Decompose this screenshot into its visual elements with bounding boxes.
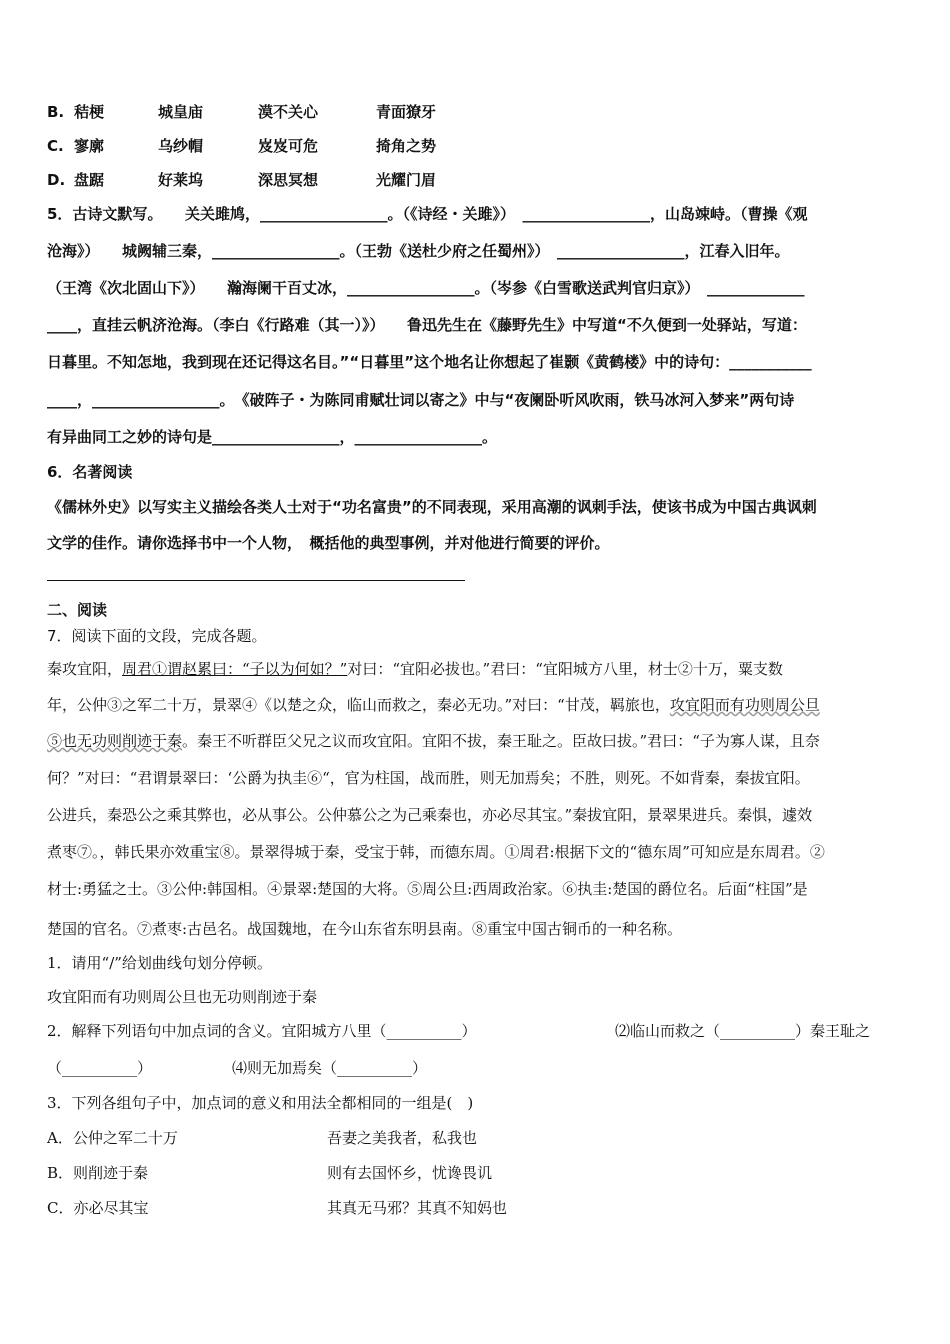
q6-line: 《儒林外史》以写实主义描绘各类人士对于“功名富贵”的不同表现，采用高潮的讽刺手法，使该书成为中国古典讽刺 (47, 498, 817, 516)
sub-question-2-part: （__________） (47, 1059, 153, 1077)
sub-question-1: 1．请用“/”给划曲线句划分停顿。 (47, 954, 272, 972)
sub-question-2-cont (47, 1058, 428, 1078)
option-word: 漠不关心 (258, 103, 319, 121)
option-word: 盘踞 (74, 171, 105, 189)
sub-question-3: 3．下列各组句子中，加点词的意义和用法全都相同的一组是( ) (47, 1094, 474, 1112)
passage-text: 秦攻宜阳， (47, 660, 123, 678)
option-word: 深思冥想 (258, 171, 319, 189)
sub-question-2 (47, 1021, 871, 1041)
option-word: 好莱坞 (158, 171, 204, 189)
passage-line: 煮枣⑦。，韩氏果亦效重宝⑧。景翠得城于秦，受宝于韩，而德东周。①周君:根据下文的“德东周”可知应是东周君。② (47, 843, 825, 861)
answer-line (47, 580, 465, 581)
underlined-sentence: 周君①谓赵累曰：“子以为何如？” (122, 660, 348, 678)
choice-a (47, 1128, 478, 1148)
q5-line: ____，直挂云帆济沧海。（李白《行路难（其一）》） 鲁迅先生在《藤野先生》中写道“不久便到一处驿站，写道： (47, 316, 807, 334)
option-label: C. (47, 137, 64, 155)
choice-compare: 吾妻之美我者，私我也 (327, 1129, 478, 1147)
q6-title: 6．名著阅读 (47, 463, 133, 481)
passage-line (47, 695, 820, 715)
sub-question-2-part: 2．解释下列语句中加点词的含义。宜阳城方八里（__________） (47, 1022, 477, 1040)
option-word: 光耀门眉 (376, 171, 437, 189)
option-word: 岌岌可危 (258, 137, 319, 155)
section-heading: 二、阅读 (47, 601, 108, 619)
option-word: 乌纱帽 (158, 137, 204, 155)
passage-line: 材士:勇猛之士。③公仲:韩国相。④景翠:楚国的大将。⑤周公旦:西周政治家。⑥执圭:楚国的爵位名。后面“柱国”是 (47, 880, 808, 898)
option-word: 城皇庙 (158, 103, 204, 121)
choice-b (47, 1163, 493, 1183)
wavy-underlined-sentence: ⑤也无功则削迹于秦 (47, 732, 183, 750)
passage-line: 公进兵，秦恐公之乘其弊也，必从事公。公仲慕公之为己乘秦也，亦必尽其宝。”秦拔宜阳，景翠果进兵。秦惧，遽效 (47, 806, 813, 824)
option-word: 掎角之势 (376, 137, 437, 155)
choice-c (47, 1198, 508, 1218)
option-label: B. (47, 103, 65, 121)
choice-text: B．则削迹于秦 (47, 1164, 149, 1182)
q7-title: 7．阅读下面的文段，完成各题。 (47, 627, 267, 645)
q5-line: 日暮里。不知怎地，我到现在还记得这名目。”“日暮里”这个地名让你想起了崔颢《黄鹤楼》中的诗句：___________ (47, 353, 812, 371)
q5-line: 5．古诗文默写。 关关雎鸠，_________________。（《诗经・关雎》） _________________，山岛竦峙。（曹操《观 (47, 205, 808, 223)
q5-line: 有异曲同工之妙的诗句是_________________，_________________。 (47, 428, 498, 446)
passage-text: 对曰：“宜阳必拔也。”君曰：“宜阳城方八里，材士②十万，粟支数 (347, 660, 783, 678)
sub-question-1-text: 攻宜阳而有功则周公旦也无功则削迹于秦 (47, 988, 318, 1006)
passage-line (47, 659, 783, 679)
option-word: 青面獠牙 (376, 103, 437, 121)
sub-question-2-part: ⑵临山而救之（__________）秦王耻之 (615, 1022, 871, 1040)
q5-line: （王湾《次北固山下》） 瀚海阑干百丈冰，_________________。（岑参《白雪歌送武判官归京》） _____________ (47, 279, 805, 297)
choice-text: A．公仲之军二十万 (47, 1129, 178, 1147)
passage-text: 年，公仲③之军二十万，景翠④《以楚之众，临山而救之，秦必无功。”对曰：“甘茂，羁旅也， (47, 696, 670, 714)
choice-compare: 其真无马邪？其真不知妈也 (327, 1199, 508, 1217)
option-word: 寥廓 (74, 137, 105, 155)
q6-line: 文学的佳作。请你选择书中一个人物， 概括他的典型事例，并对他进行简要的评价。 (47, 534, 610, 552)
option-word: 秸梗 (74, 103, 105, 121)
passage-text: 。秦王不听群臣父兄之议而攻宜阳。宜阳不拔，秦王耻之。臣故曰拔。”君曰：“子为寡人谋，且奈 (182, 732, 820, 750)
sub-question-2-part: ⑷则无加焉矣（__________） (232, 1059, 428, 1077)
choice-text: C．亦必尽其宝 (47, 1199, 149, 1217)
passage-line (47, 731, 820, 751)
q5-line: ____，_________________。 《破阵子・为陈同甫赋壮词以寄之》中与“夜阑卧听风吹雨，铁马冰河入梦来”两句诗 (47, 391, 795, 409)
wavy-underlined-sentence: 攻宜阳而有功则周公旦 (669, 696, 820, 714)
option-label: D. (47, 171, 66, 189)
passage-line: 楚国的官名。⑦煮枣:古邑名。战国魏地，在今山东省东明县南。⑧重宝中国古铜币的一种名称。 (47, 920, 683, 938)
passage-line: 何？”对曰：“君谓景翠曰：‘公爵为执圭⑥“，官为柱国，战而胜，则无加焉矣；不胜，则死。不如背秦，秦拔宜阳。 (47, 769, 810, 787)
q5-line: 沧海》） 城阙辅三秦，_________________。（王勃《送杜少府之任蜀州》） _________________，江春入旧年。 (47, 242, 790, 260)
choice-compare: 则有去国怀乡，忧谗畏讥 (327, 1164, 493, 1182)
